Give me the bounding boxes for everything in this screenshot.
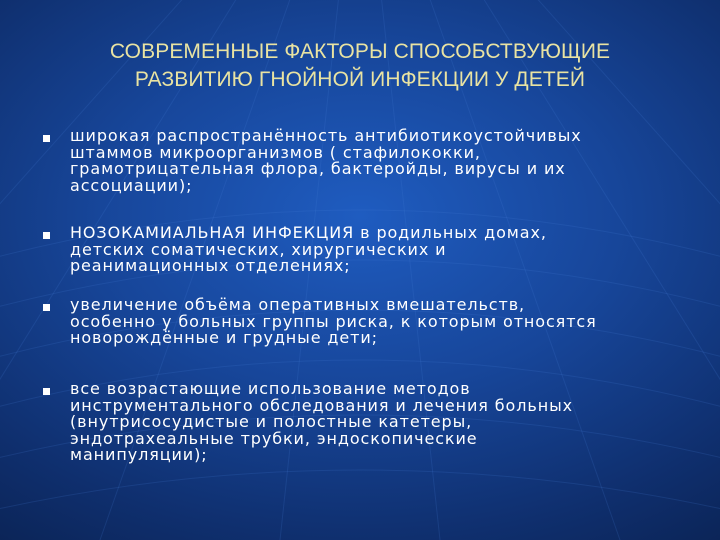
bullet-line: широкая распространённость антибиотикоустойчивых <box>70 126 582 145</box>
square-bullet-icon <box>43 304 50 311</box>
square-bullet-icon <box>43 232 50 239</box>
bullet-text <box>70 128 680 194</box>
slide-title-line-2: РАЗВИТИЮ ГНОЙНОЙ ИНФЕКЦИИ У ДЕТЕЙ <box>134 68 586 91</box>
bullet-text <box>70 381 680 464</box>
bullet-line: штаммов микроорганизмов ( стафилококки, <box>70 142 481 162</box>
slide-title-line-1: СОВРЕМЕННЫЕ ФАКТОРЫ СПОСОБСТВУЮЩИЕ <box>109 40 611 63</box>
bullet-line: инструментального обследования и лечения больных <box>70 395 573 415</box>
bullet-line: (внутрисосудистые и полостные катетеры, <box>70 412 473 431</box>
bullet-line: реанимационных отделениях; <box>70 256 351 275</box>
bullet-line: увеличение объёма оперативных вмешательств, <box>70 295 526 314</box>
bullet-text <box>70 297 680 347</box>
bullet-line: НОЗОКАМИАЛЬНАЯ ИНФЕКЦИЯ в родильных домах, <box>70 223 547 242</box>
bullet-line: детских соматических, хирургических и <box>70 239 447 259</box>
bullet-line: эндотрахеальные трубки, эндоскопические <box>70 428 478 448</box>
square-bullet-icon <box>43 388 50 395</box>
bullet-line: грамотрицательная флора, бактеройды, вирусы и их <box>70 159 566 178</box>
square-bullet-icon <box>43 135 50 142</box>
bullet-line: ассоциации); <box>70 175 193 195</box>
bullet-line: манипуляции); <box>70 445 208 464</box>
slide-title <box>40 38 680 94</box>
bullet-line: все возрастающие использование методов <box>70 379 471 398</box>
bullet-text <box>70 225 680 275</box>
bullet-line: новорождённые и грудные дети; <box>70 328 378 347</box>
bullet-line: особенно у больных группы риска, к которым относятся <box>70 311 597 331</box>
